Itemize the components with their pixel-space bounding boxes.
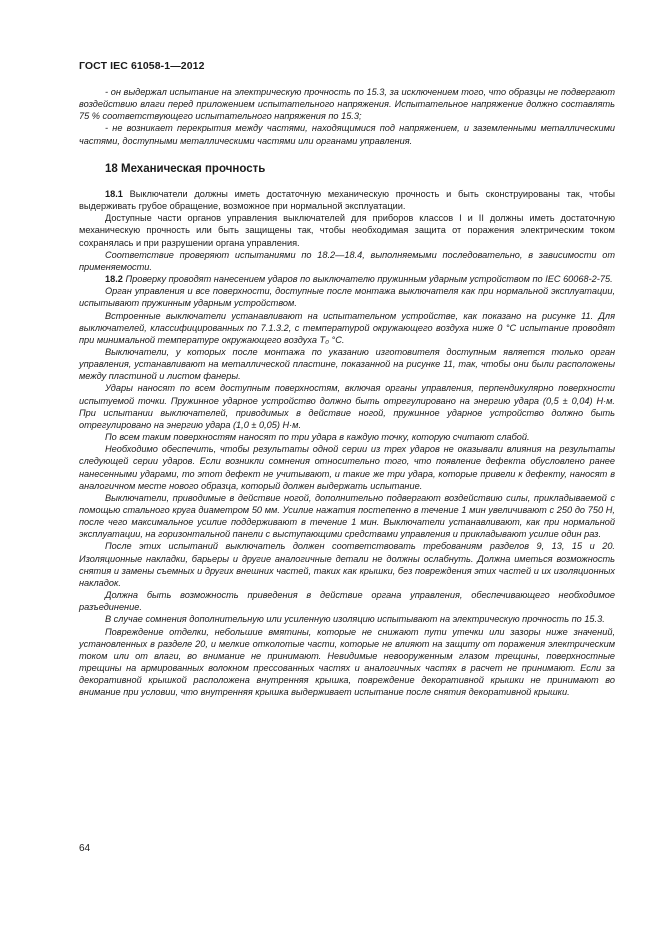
paragraph-text: Орган управления и все поверхности, доступные после монтажа выключателя как при нормальной эксплуатации, испытывают пружинным ударным устройством. xyxy=(79,286,615,309)
paragraph-text: Соответствие проверяют испытаниями по 18.2—18.4, выполняемыми последовательно, в зависимости от применяемости. xyxy=(79,249,615,272)
paragraph-text: Встроенные выключатели устанавливают на испытательном устройстве, как показано на рисунке 11. Для выключателей, классифицированных по 7.1.3.2, с температурой окружающего воздуха ниже 0 °C испытание проводят при минимальной температуре окружающего воздуха T₀ °C. xyxy=(79,310,615,345)
paragraph-text: По всем таким поверхностям наносят по три удара в каждую точку, которую считают слабой. xyxy=(105,432,530,443)
paragraph-text: После этих испытаний выключатель должен соответствовать требованиям разделов 9, 13, 15 и 20. Изоляционные накладки, барьеры и другие аналогичные детали не должны ослабнуть. Должна иметься возможность снятия и замены съемных и других внешних частей, таких как крышки, без повреждения этих частей и их изоляционных накладок. xyxy=(79,541,615,588)
paragraph xyxy=(79,249,615,273)
intro-item: - не возникает перекрытия между частями, находящимися под напряжением, и заземленными металлическими частями, доступными металлическими частями или органами управления. xyxy=(79,123,615,146)
paragraph-list xyxy=(79,188,615,699)
clause-number: 18.1 xyxy=(105,188,123,199)
paragraph xyxy=(79,382,615,431)
section-title: 18 Механическая прочность xyxy=(105,162,266,175)
paragraph xyxy=(79,589,615,613)
paragraph-text: Выключатели, у которых после монтажа по указанию изготовителя доступным является только орган управления, устанавливают на металлической пластине, показанной на рисунке 11, так, чтобы они были расположены между пластиной и листом фанеры. xyxy=(79,346,615,382)
paragraph-text: В случае сомнения дополнительную или усиленную изоляцию испытывают на электрическую прочность по 15.3. xyxy=(105,614,605,625)
paragraph xyxy=(79,492,615,541)
paragraph-text: Выключатели должны иметь достаточную механическую прочность и быть сконструированы так, чтобы выдерживать грубое обращение, возможное при нормальной эксплуатации. xyxy=(79,188,616,212)
paragraph xyxy=(79,443,615,492)
paragraph-text: Доступные части органов управления выключателей для приборов классов I и II должны иметь достаточную механическую прочность или быть защищены так, чтобы необходимая защита от поражения электрическим током сохранялась и при разрушении органа управления. xyxy=(79,213,615,248)
paragraph-text: Проверку проводят нанесением ударов по выключателю пружинным ударным устройством по IEC 60068-2-75. xyxy=(125,274,613,285)
paragraph xyxy=(79,310,615,346)
paragraph xyxy=(79,613,615,625)
paragraph xyxy=(79,212,615,248)
paragraph-text: Выключатели, приводимые в действие ногой, дополнительно подвергают воздействию силы, прикладываемой с помощью стального круга диаметром 50 мм. Усилие нажатия постепенно в течение 1 мин увеличивают с 250 до 750 Н, после чего максимальное усилие поддерживают в течение 1 мин. Выключатели устанавливают, как при нормальной эксплуатации, на горизонтальной панели с выступающими средствами управления и прикладывают усилие один раз. xyxy=(79,492,615,540)
page-number: 64 xyxy=(79,843,91,854)
paragraph xyxy=(79,431,615,443)
paragraph xyxy=(79,346,615,382)
document-header: ГОСТ IEC 61058-1—2012 xyxy=(79,60,205,72)
paragraph-text: Необходимо обеспечить, чтобы результаты одной серии из трех ударов не оказывали влияния на результаты следующей серии ударов. Если возникли сомнения относительно того, что появление дефекта обусловлено ранее нанесенными ударами, то этот дефект не учитывают, и такие же три удара, которые привели к дефекту, наносят в аналогичном месте нового образца, который должен выдержать испытание. xyxy=(79,444,615,491)
paragraph xyxy=(79,273,615,285)
paragraph-text: Удары наносят по всем доступным поверхностям, включая органы управления, перпендикулярно поверхности испытуемой точки. Пружинное ударное устройство должно быть отрегулировано на энергию удара (0,5 ± 0,04) Н·м. При испытании выключателей, приводимых в действие ногой, пружинное ударное устройство должно быть отрегулировано на энергию удара (1,0 ± 0,05) Н·м. xyxy=(79,383,615,430)
paragraph xyxy=(79,540,615,589)
clause-number: 18.2 xyxy=(105,274,123,285)
paragraph-text: Повреждение отделки, небольшие вмятины, которые не снижают пути утечки или зазоры ниже значений, установленных в разделе 20, и мелкие отколотые части, которые не влияют на защиту от поражения электрическим током или от влаги, во внимание не принимают. Невидимые невооруженным глазом трещины, поверхностные трещины на армированных волокном прессованных частях и аналогичных частях в расчет не принимают. Если за декоративной крышкой расположена внутренняя крышка, повреждение декоративной крышки не принимают во внимание при условии, что внутренняя крышка выдерживает испытание после снятия декоративной крышки. xyxy=(79,626,615,698)
paragraph xyxy=(79,188,615,212)
paragraph-text: Должна быть возможность приведения в действие органа управления, обеспечивающего необходимое разъединение. xyxy=(79,590,615,613)
paragraph xyxy=(79,626,615,699)
document-body xyxy=(79,86,615,699)
paragraph xyxy=(79,285,615,309)
intro-item: - он выдержал испытание на электрическую прочность по 15.3, за исключением того, что образцы не подвергают воздействию влаги перед приложением испытательного напряжения. Испытательное напряжение должно составлять 75 % соответствующего испытательного напряжения по 15.3; xyxy=(79,87,615,122)
